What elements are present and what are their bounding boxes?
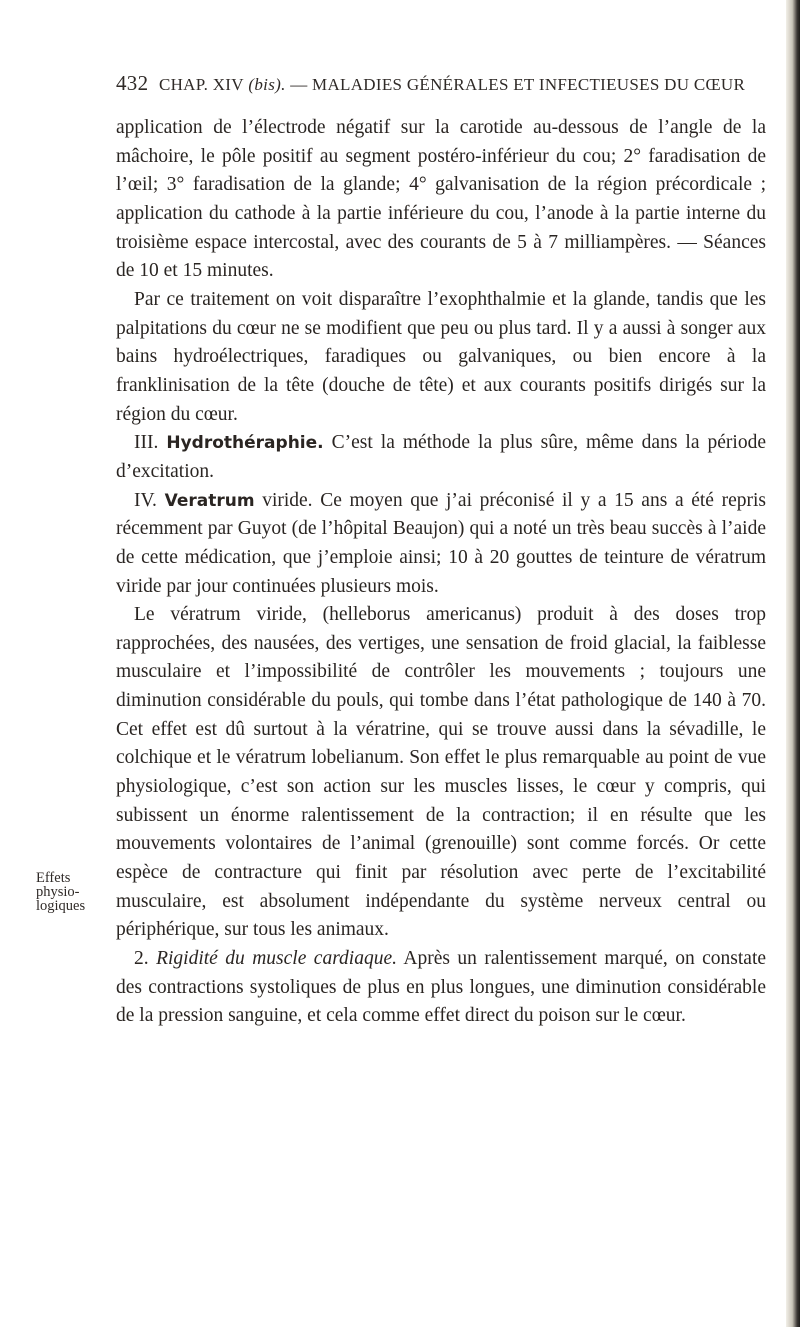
chapter-reference: CHAP. XIV: [158, 75, 244, 94]
paragraph-veratrum: [116, 487, 766, 602]
paragraph-text: Le vératrum viride, (helleborus americanus) produit à des doses trop rapprochées, des nausées, des vertiges, une sensation de froid glacial, la faiblesse musculaire et l’impossibilité de contrôler les mouvements ; toujours une diminution considérable du pouls, qui tombe dans l’état pathologique de 140 à 70. Cet effet est dû surtout à la vératrine, qui se trouve aussi dans la sévadille, le colchique et le vératrum lobelianum. Son effet le plus remarquable au point de vue physiologique, c’est son action sur les muscles lisses, le cœur y compris, qui subissent un énorme ralentissement de la contraction; il en résulte que les mouvements volontaires de l’animal (grenouille) sont comme forcés. Or cette espèce de contracture qui finit par résolution avec perte de l’excitabilité musculaire, est absolument indépendante du système nerveux central ou périphérique, sur tous les animaux.: [116, 604, 766, 941]
margin-note-line: logiques: [36, 898, 86, 914]
paragraph-text: Après un ralentissement marqué, on constate des contractions systoliques de plus en plus longues, une diminution considérable de la pression sanguine, et cela comme effet direct du poison sur le cœur.: [116, 948, 767, 1027]
paragraph-cardiac-rigidity: [116, 945, 766, 1031]
paragraph-electrodes: [116, 114, 766, 286]
page-edge-shadow: [786, 0, 800, 1327]
paragraph-text: viride. Ce moyen que j’ai préconisé il y a 15 ans a été repris récemment par Guyot (de l’hôpital Beaujon) qui a noté un très beau succès à l’aide de cette médication, que j’emploie ainsi; 10 à 20 gouttes de teinture de vératrum viride par jour continuées plusieurs mois.: [116, 489, 767, 597]
section-heading-italic: Rigidité du muscle cardiaque.: [156, 948, 398, 970]
paragraph-text: Par ce traitement on voit disparaître l’exophthalmie et la glande, tandis que les palpitations du cœur ne se modifient que peu ou plus tard. Il y a aussi à songer aux bains hydroélectriques, faradiques ou galvaniques, ou bien encore à la franklinisation de la tête (douche de tête) et aux courants positifs dirigés sur la région du cœur.: [116, 288, 766, 425]
page-number: 432: [116, 71, 149, 95]
paragraph-text: application de l’électrode négatif sur la carotide au-dessous de l’angle de la mâchoire, le pôle positif au segment postéro-inférieur du cou; 2° faradisation de l’œil; 3° faradisation de la glande; 4° galvanisation de la région précordicale ; application du cathode à la partie inférieure du cou, l’anode à la partie interne du troisième espace intercostal, avec des courants de 5 à 7 milliampères. — Séances de 10 et 15 minutes.: [116, 117, 766, 282]
margin-note-line: Effets: [36, 870, 71, 886]
paragraph-treatment-effects: [116, 286, 766, 429]
running-header: [116, 71, 766, 96]
paragraph-text: C’est la méthode la plus sûre, même dans la période d’excitation.: [116, 432, 766, 482]
chapter-title: — MALADIES GÉNÉRALES ET INFECTIEUSES DU CŒUR: [290, 75, 746, 94]
section-number: IV.: [134, 489, 157, 511]
section-heading: Hydrothéraphie.: [166, 433, 324, 454]
margin-note-line: physio-: [36, 884, 80, 900]
section-heading: Veratrum: [164, 490, 255, 511]
section-number: III.: [134, 432, 159, 454]
margin-note: [36, 871, 116, 913]
paragraph-veratrum-effects: [116, 601, 766, 945]
paragraph-hydrotherapy: [116, 429, 766, 486]
section-number: 2.: [134, 948, 149, 970]
body-text: [116, 114, 766, 1031]
chapter-bis: (bis).: [248, 75, 286, 94]
